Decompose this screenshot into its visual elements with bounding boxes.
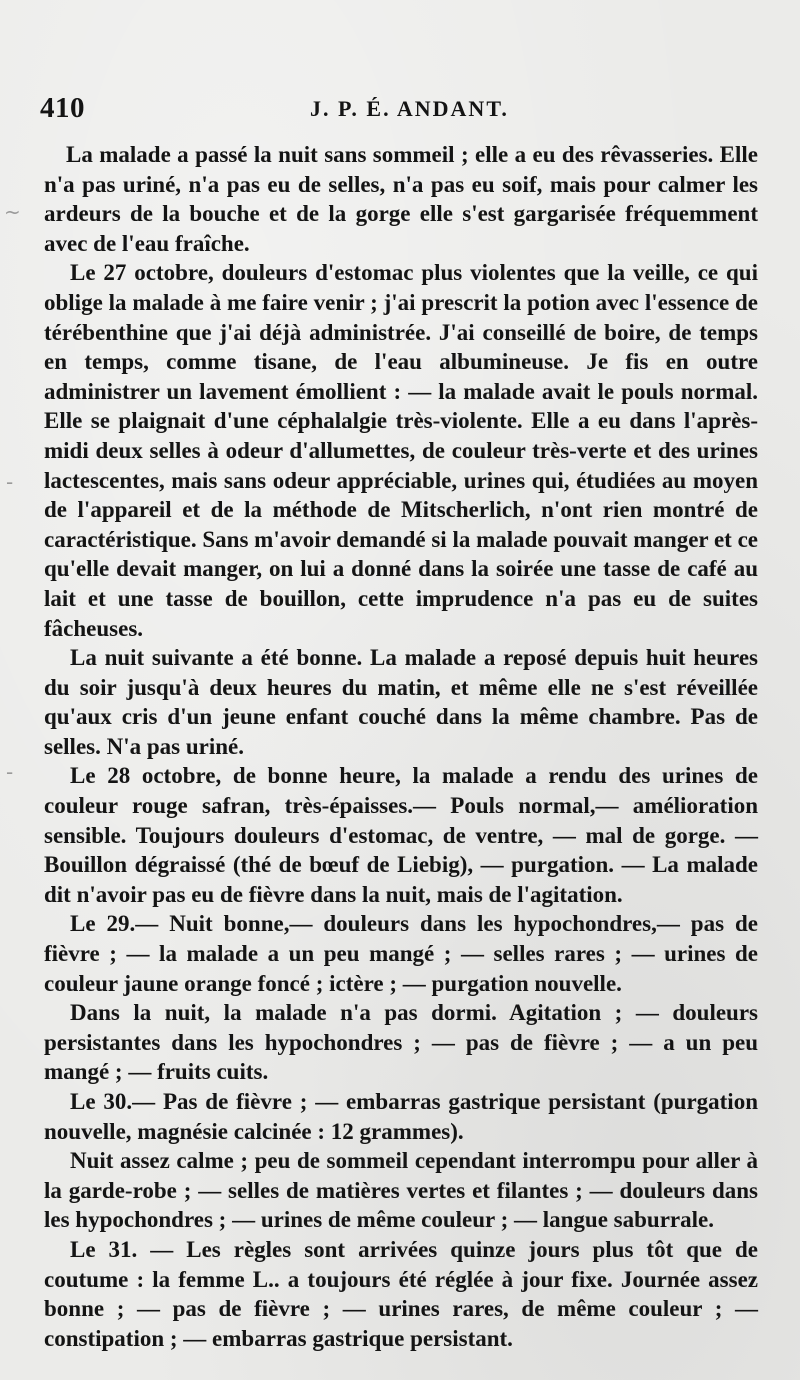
paragraph-9: Le 31. — Les règles sont arrivées quinze jours plus tôt que de coutume : la femme L.. a toujours été réglée à jour fixe. Journée assez bonne ; — pas de fièvre ; — urines rares, de même couleur ; — constipation ; — embarras gastrique persistant.	[44, 1236, 758, 1351]
paragraph-5: Le 29.— Nuit bonne,— douleurs dans les hypochondres,— pas de fièvre ; — la malade a un peu mangé ; — selles rares ; — urines de couleur jaune orange foncé ; ictère ; — purgation nouvelle.	[44, 911, 758, 996]
margin-tick-mark: -	[6, 470, 14, 494]
body-text	[44, 140, 758, 1353]
running-head: J. P. É. ANDANT.	[310, 96, 509, 121]
page-number: 410	[40, 92, 85, 124]
paragraph-1: La malade a passé la nuit sans sommeil ; elle a eu des rêvasseries. Elle n'a pas uriné, n'a pas eu de selles, n'a pas eu soif, mais pour calmer les ardeurs de la bouche et de la gorge elle s'est gargarisée fréquemment avec de l'eau fraîche.	[44, 142, 758, 256]
paragraph-7: Le 30.— Pas de fièvre ; — embarras gastrique persistant (purgation nouvelle, magnésie calcinée : 12 grammes).	[44, 1089, 758, 1144]
paragraph-3: La nuit suivante a été bonne. La malade a reposé depuis huit heures du soir jusqu'à deux heures du matin, et même elle ne s'est réveillée qu'aux cris d'un jeune enfant couché dans la même chambre. Pas de selles. N'a pas uriné.	[44, 645, 758, 759]
margin-tick-mark: -	[6, 760, 14, 784]
paragraph-4: Le 28 octobre, de bonne heure, la malade a rendu des urines de couleur rouge safran, très-épaisses.— Pouls normal,— amélioration sensible. Toujours douleurs d'estomac, de ventre, — mal de gorge. — Bouillon dégraissé (thé de bœuf de Liebig), — purgation. — La malade dit n'avoir pas eu de fièvre dans la nuit, mais de l'agitation.	[44, 763, 758, 907]
margin-tick-mark: ~	[4, 200, 21, 224]
paragraph-2: Le 27 octobre, douleurs d'estomac plus violentes que la veille, ce qui oblige la malade à me faire venir ; j'ai prescrit la potion avec l'essence de térébenthine que j'ai déjà administrée. J'ai conseillé de boire, de temps en temps, comme tisane, de l'eau albumineuse. Je fis en outre administrer un lavement émollient : — la malade avait le pouls normal. Elle se plaignait d'une céphalalgie très-violente. Elle a eu dans l'après-midi deux selles à odeur d'allumettes, de couleur très-verte et des urines lactescentes, mais sans odeur appréciable, urines qui, étudiées au moyen de l'appareil et de la méthode de Mitscherlich, n'ont rien montré de caractéristique. Sans m'avoir demandé si la malade pouvait manger et ce qu'elle devait manger, on lui a donné dans la soirée une tasse de café au lait et une tasse de bouillon, cette imprudence n'a pas eu de suites fâcheuses.	[44, 260, 758, 641]
page-header	[40, 92, 760, 132]
paragraph-6: Dans la nuit, la malade n'a pas dormi. Agitation ; — douleurs persistantes dans les hypochondres ; — pas de fièvre ; — a un peu mangé ; — fruits cuits.	[44, 1000, 758, 1085]
paragraph-8: Nuit assez calme ; peu de sommeil cependant interrompu pour aller à la garde-robe ; — selles de matières vertes et filantes ; — douleurs dans les hypochondres ; — urines de même couleur ; — langue saburrale.	[44, 1148, 758, 1233]
